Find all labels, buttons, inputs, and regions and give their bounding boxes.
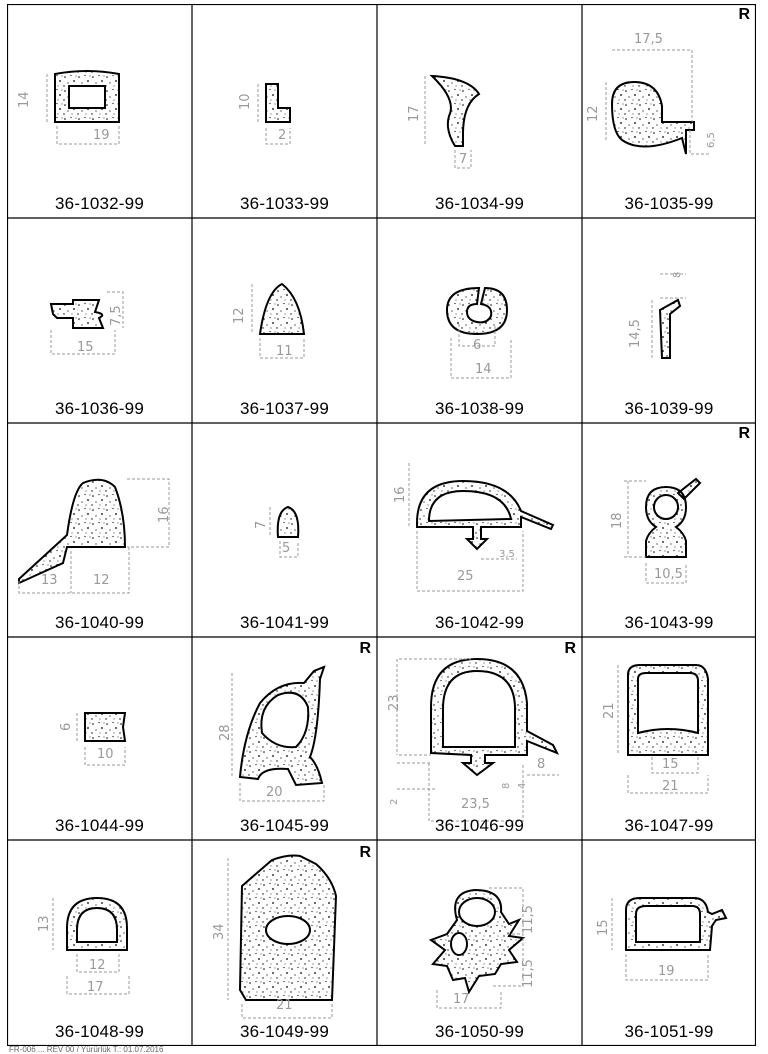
- part-code: 36-1040-99: [55, 613, 144, 632]
- profile-drawing: [7, 840, 192, 1046]
- profile-cell: [377, 218, 582, 423]
- part-code: 36-1039-99: [624, 399, 714, 418]
- dimension-label: 17: [87, 980, 104, 995]
- dimension-label: 8: [537, 757, 546, 772]
- profile-cell: [377, 423, 582, 637]
- profile-catalog-grid: [7, 4, 756, 1046]
- dimension-label: 17: [453, 992, 470, 1007]
- r-marker: R: [738, 6, 750, 23]
- profile-drawing: [582, 637, 756, 840]
- dimension-label: 16: [393, 486, 408, 503]
- part-code: 36-1045-99: [240, 816, 329, 835]
- profile-drawing: [582, 4, 756, 218]
- r-marker: R: [738, 425, 750, 442]
- dimension-label: 12: [93, 573, 110, 588]
- dimension-label: 10,5: [654, 567, 683, 582]
- profile-drawing: [192, 840, 377, 1046]
- part-code: 36-1042-99: [435, 613, 524, 632]
- dimension-label: 4: [517, 782, 528, 789]
- dimension-label: 7,5: [109, 305, 124, 326]
- dimension-label: 12: [586, 105, 601, 122]
- profile-cell: [192, 218, 377, 423]
- dimension-label: 13: [41, 573, 58, 588]
- profile-cell: [582, 218, 756, 423]
- dimension-label: 21: [602, 702, 617, 719]
- part-code: 36-1050-99: [435, 1022, 524, 1041]
- dimension-label: 16: [157, 506, 172, 523]
- profile-drawing: [192, 423, 377, 637]
- dimension-label: 15: [77, 340, 94, 355]
- dimension-label: 8: [501, 782, 512, 789]
- dimension-label: 8: [672, 271, 683, 278]
- part-code: 36-1037-99: [240, 399, 329, 418]
- dimension-label: 21: [662, 779, 679, 794]
- profile-drawing: [192, 218, 377, 423]
- dimension-label: 28: [218, 724, 233, 741]
- r-marker: R: [564, 640, 576, 657]
- part-code: 36-1047-99: [624, 816, 714, 835]
- dimension-label: 11: [276, 344, 293, 359]
- dimension-label: 21: [276, 998, 293, 1013]
- part-code: 36-1051-99: [624, 1022, 714, 1041]
- profile-cell: [582, 423, 756, 637]
- profile-cell: [7, 637, 192, 840]
- profile-drawing: [7, 423, 192, 637]
- dimension-label: 23: [387, 694, 402, 711]
- dimension-label: 18: [610, 512, 625, 529]
- profile-cell: [192, 4, 377, 218]
- dimension-label: 6,5: [706, 132, 717, 148]
- dimension-label: 14: [17, 91, 32, 108]
- dimension-label: 25: [457, 569, 474, 584]
- dimension-label: 19: [93, 128, 110, 143]
- profile-cell: [582, 4, 756, 218]
- part-code: 36-1044-99: [55, 816, 144, 835]
- dimension-label: 20: [266, 785, 283, 800]
- profile-cell: [582, 637, 756, 840]
- dimension-label: 19: [658, 964, 675, 979]
- profile-drawing: [377, 840, 582, 1046]
- profile-cell: [7, 423, 192, 637]
- part-code: 36-1046-99: [435, 816, 524, 835]
- profile-drawing: [377, 218, 582, 423]
- profile-cell: [192, 423, 377, 637]
- dimension-label: 15: [662, 757, 679, 772]
- part-code: 36-1036-99: [55, 399, 144, 418]
- r-marker: R: [359, 640, 371, 657]
- part-code: 36-1043-99: [624, 613, 714, 632]
- part-code: 36-1033-99: [240, 194, 329, 213]
- dimension-label: 7: [459, 152, 468, 167]
- part-code: 36-1041-99: [240, 613, 329, 632]
- profile-cell: [377, 4, 582, 218]
- profile-cell: [377, 637, 582, 840]
- dimension-label: 12: [89, 958, 106, 973]
- part-code: 36-1034-99: [435, 194, 524, 213]
- dimension-label: 5: [282, 541, 291, 556]
- dimension-label: 13: [37, 915, 52, 932]
- profile-cell: [192, 637, 377, 840]
- profile-cell: [192, 840, 377, 1046]
- dimension-label: 34: [212, 923, 227, 940]
- dimension-label: 17,5: [634, 32, 663, 47]
- dimension-label: 14: [475, 362, 492, 377]
- dimension-label: 15: [596, 919, 611, 936]
- dimension-label: 12: [232, 307, 247, 324]
- part-code: 36-1048-99: [55, 1022, 144, 1041]
- dimension-label: 17: [407, 105, 422, 122]
- part-code: 36-1032-99: [55, 194, 144, 213]
- profile-drawing: [582, 218, 756, 423]
- r-marker: R: [359, 844, 371, 861]
- profile-drawing: [582, 423, 756, 637]
- profile-drawing: [7, 637, 192, 840]
- dimension-label: 14,5: [628, 319, 643, 348]
- part-code: 36-1035-99: [624, 194, 714, 213]
- profile-drawing: [7, 218, 192, 423]
- part-code: 36-1049-99: [240, 1022, 329, 1041]
- dimension-label: 2: [389, 798, 400, 805]
- dimension-label: 10: [97, 747, 114, 762]
- profile-cell: [377, 840, 582, 1046]
- profile-cell: [582, 840, 756, 1046]
- dimension-label: 23,5: [461, 797, 490, 812]
- profile-drawing: [192, 4, 377, 218]
- dimension-label: 10: [238, 93, 253, 110]
- dimension-label: 7: [254, 520, 269, 529]
- profile-cell: [7, 218, 192, 423]
- profile-drawing: [377, 423, 582, 637]
- dimension-label: 3,5: [499, 549, 515, 560]
- dimension-label: 6: [473, 338, 482, 353]
- dimension-label: 11,5: [521, 959, 536, 988]
- profile-cell: [7, 4, 192, 218]
- dimension-label: 6: [59, 722, 74, 731]
- dimension-label: 11,5: [521, 905, 536, 934]
- profile-drawing: [7, 4, 192, 218]
- part-code: 36-1038-99: [435, 399, 524, 418]
- profile-cell: [7, 840, 192, 1046]
- document-footer: FR-006 ... REV 00 / Yürürlük T.: 01.07.2016: [9, 1045, 164, 1054]
- dimension-label: 2: [278, 128, 287, 143]
- profile-drawing: [582, 840, 756, 1046]
